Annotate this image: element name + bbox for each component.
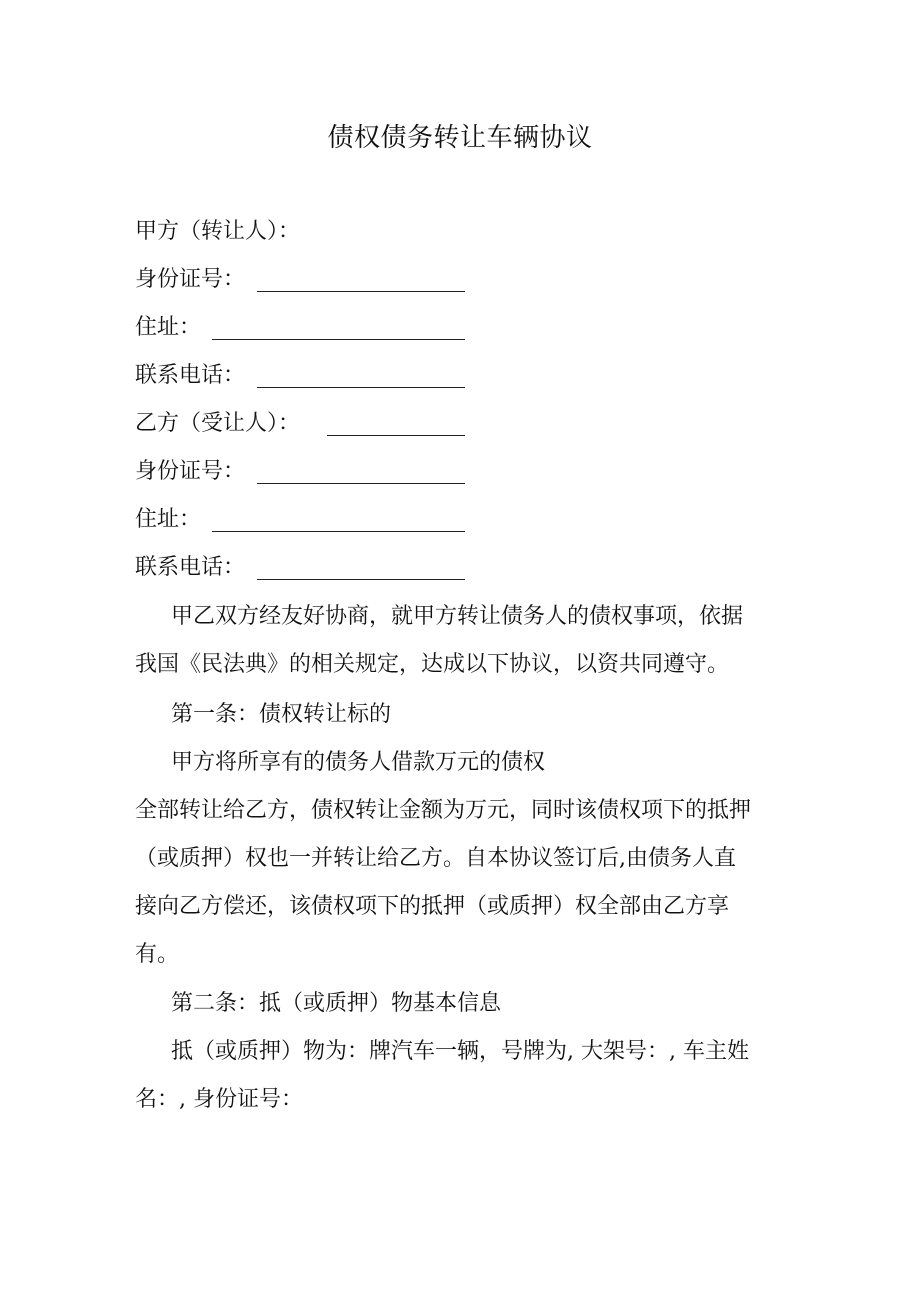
article-2-heading: 第二条：抵（或质押）物基本信息 (171, 991, 502, 1016)
party-b-heading-label: 乙方（受让人）： (135, 411, 301, 436)
party-a-address-blank-line (212, 339, 465, 340)
article-1-line-2: 全部转让给乙方，债权转让金额为万元，同时该债权项下的抵押 (135, 798, 752, 823)
party-b-id-field (135, 455, 245, 489)
party-a-heading-label: 甲方（转让人）： (135, 219, 301, 244)
party-a-id-field (135, 263, 245, 297)
party-a-id-blank-line (257, 291, 465, 292)
article-1-line-3: （或质押）权也一并转让给乙方。自本协议签订后,由债务人直 (135, 846, 736, 871)
article-1-line-5: 有。 (135, 942, 180, 967)
party-b-id-blank-line (257, 483, 465, 484)
party-a-address-label: 住址： (135, 315, 202, 340)
article-1-heading: 第一条：债权转让标的 (171, 702, 392, 727)
party-b-phone-blank-line (257, 579, 465, 580)
party-b-heading-blank-line (327, 435, 465, 436)
party-a-address-field (135, 311, 201, 345)
intro-line-2: 我国《民法典》的相关规定，达成以下协议，以资共同遵守。 (135, 652, 730, 677)
document-title: 债权债务转让车辆协议 (327, 123, 593, 153)
party-b-heading (135, 407, 300, 441)
party-b-id-label: 身份证号： (135, 459, 246, 484)
party-b-phone-field (135, 551, 245, 585)
party-b-phone-label: 联系电话： (135, 555, 246, 580)
party-b-address-field (135, 503, 201, 537)
party-b-address-blank-line (212, 531, 465, 532)
article-1-line-1: 甲方将所享有的债务人借款万元的债权 (171, 750, 546, 775)
intro-line-1: 甲乙双方经友好协商，就甲方转让债务人的债权事项，依据 (171, 604, 744, 629)
article-1-line-4: 接向乙方偿还，该债权项下的抵押（或质押）权全部由乙方享 (135, 894, 730, 919)
party-a-phone-blank-line (257, 387, 465, 388)
party-a-id-label: 身份证号： (135, 267, 246, 292)
article-2-line-1: 抵（或质押）物为：牌汽车一辆，号牌为, 大架号：, 车主姓 (171, 1039, 749, 1064)
party-b-address-label: 住址： (135, 507, 202, 532)
party-a-phone-field (135, 359, 245, 393)
article-2-line-2: 名：, 身份证号： (135, 1087, 303, 1112)
party-a-phone-label: 联系电话： (135, 363, 246, 388)
party-a-heading (135, 215, 300, 249)
